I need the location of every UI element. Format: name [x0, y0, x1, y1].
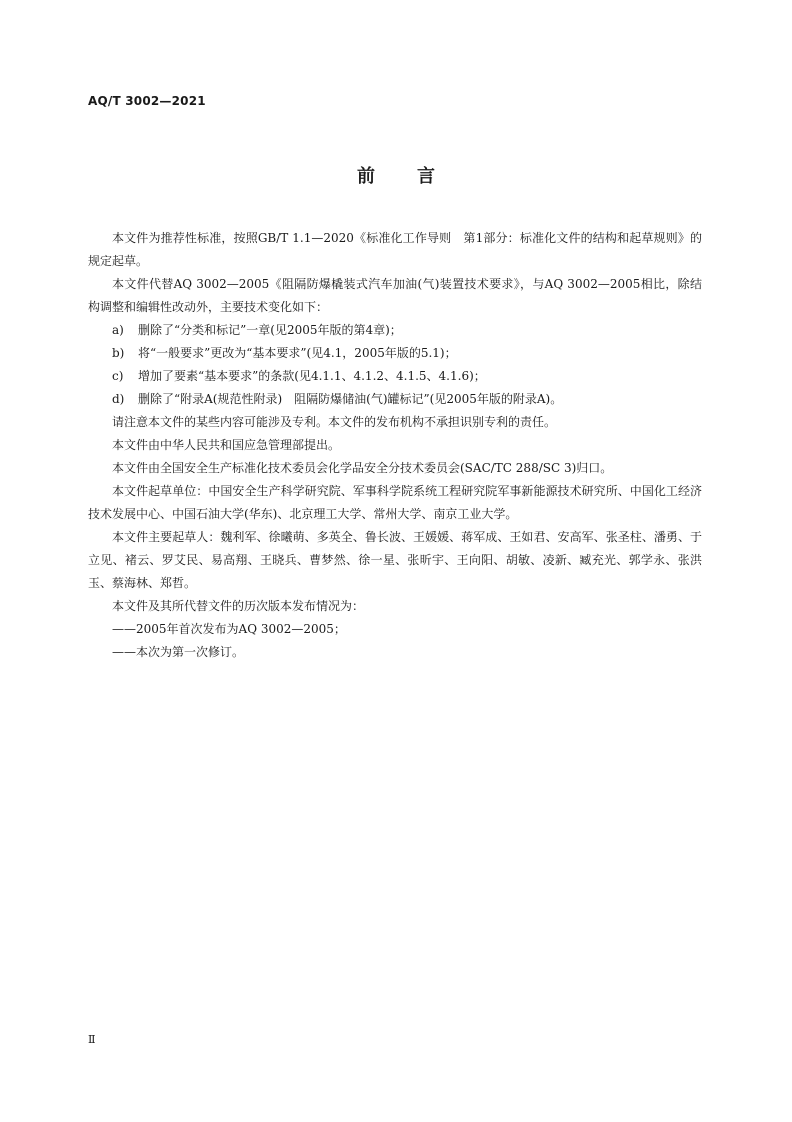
paragraph-drafters: 本文件主要起草人：魏利军、徐曦萌、多英全、鲁长波、王媛媛、蒋军成、王如君、安高军、张圣柱、潘勇、于立见、褚云、罗艾民、易高翔、王晓兵、曹梦然、徐一星、张昕宇、王向阳、胡敏、凌新、臧充光、郭学永、张洪玉、蔡海林、郑哲。: [88, 530, 702, 590]
page-number: Ⅱ: [88, 1033, 96, 1046]
change-item: [88, 342, 702, 365]
paragraph-replacement: 本文件代替AQ 3002—2005《阻隔防爆橇装式汽车加油(气)装置技术要求》，与AQ 3002—2005相比，除结构调整和编辑性改动外，主要技术变化如下：: [88, 277, 702, 314]
paragraph-committee: 本文件由全国安全生产标准化技术委员会化学品安全分技术委员会(SAC/TC 288/SC 3)归口。: [112, 461, 613, 475]
change-item-text: 将“一般要求”更改为“基本要求”(见4.1，2005年版的5.1)；: [138, 346, 457, 360]
change-item-text: 删除了“附录A(规范性附录) 阻隔防爆储油(气)罐标记”(见2005年版的附录A)。: [138, 392, 563, 406]
change-item: [88, 319, 702, 342]
change-item-label: b): [112, 346, 125, 360]
change-item-text: 增加了要素“基本要求”的条款(见4.1.1、4.1.2、4.1.5、4.1.6)；: [138, 369, 486, 383]
document-body: [88, 227, 702, 664]
paragraph-drafting-rules: 本文件为推荐性标准，按照GB/T 1.1—2020《标准化工作导则 第1部分：标准化文件的结构和起草规则》的规定起草。: [88, 231, 702, 268]
paragraph-proposer: 本文件由中华人民共和国应急管理部提出。: [112, 438, 341, 452]
change-item-label: d): [112, 392, 125, 406]
change-item: [88, 365, 702, 388]
paragraph-history-intro: 本文件及其所代替文件的历次版本发布情况为：: [112, 599, 365, 613]
change-item-label: c): [112, 369, 124, 383]
history-item: ——2005年首次发布为AQ 3002—2005；: [112, 622, 346, 636]
page-title: 前言: [357, 166, 477, 187]
change-item: [88, 388, 702, 411]
history-item: ——本次为第一次修订。: [112, 645, 245, 659]
change-item-text: 删除了“分类和标记”一章(见2005年版的第4章)；: [138, 323, 402, 337]
paragraph-drafting-units: 本文件起草单位：中国安全生产科学研究院、军事科学院系统工程研究院军事新能源技术研究所、中国化工经济技术发展中心、中国石油大学(华东)、北京理工大学、常州大学、南京工业大学。: [88, 484, 702, 521]
change-item-label: a): [112, 323, 124, 337]
paragraph-patent-notice: 请注意本文件的某些内容可能涉及专利。本文件的发布机构不承担识别专利的责任。: [112, 415, 557, 429]
standard-code: AQ/T 3002—2021: [88, 94, 206, 108]
